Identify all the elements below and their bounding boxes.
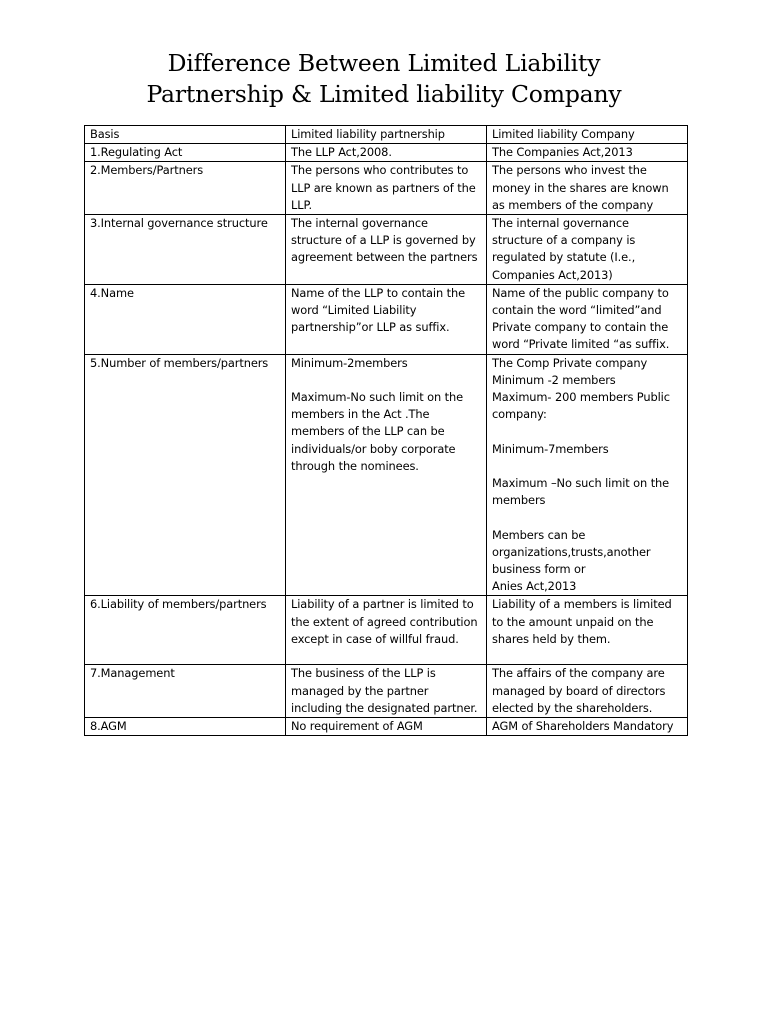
document-title — [0, 48, 768, 110]
table-row — [85, 596, 688, 665]
cell-company: The Comp Private company Minimum -2 members Maximum- 200 members Public company: Minimum-7members Maximum –No such limit on the members Members can be organizations,trusts,another business form or Anies Act,2013 — [487, 354, 688, 596]
cell-basis: 8.AGM — [85, 718, 286, 736]
cell-company: The affairs of the company are managed by board of directors elected by the shareholders. — [487, 665, 688, 718]
cell-llp: The internal governance structure of a LLP is governed by agreement between the partners — [286, 215, 487, 285]
cell-basis: 7.Management — [85, 665, 286, 718]
cell-basis: 3.Internal governance structure — [85, 215, 286, 285]
header-basis: Basis — [85, 126, 286, 144]
title-line-2: Partnership & Limited liability Company — [146, 80, 622, 108]
cell-basis: 5.Number of members/partners — [85, 354, 286, 596]
cell-company: The internal governance structure of a company is regulated by statute (I.e., Companies Act,2013) — [487, 215, 688, 285]
cell-company: The Companies Act,2013 — [487, 144, 688, 162]
title-line-1: Difference Between Limited Liability — [167, 49, 601, 77]
comparison-table — [84, 125, 688, 736]
table-header-row — [85, 126, 688, 144]
cell-company: Name of the public company to contain the word “limited”and Private company to contain the word “Private limited “as suffix. — [487, 284, 688, 354]
cell-basis: 6.Liability of members/partners — [85, 596, 286, 665]
table-row — [85, 144, 688, 162]
table-row — [85, 718, 688, 736]
cell-basis: 2.Members/Partners — [85, 162, 286, 215]
cell-company: The persons who invest the money in the shares are known as members of the company — [487, 162, 688, 215]
cell-llp: No requirement of AGM — [286, 718, 487, 736]
header-llp: Limited liability partnership — [286, 126, 487, 144]
cell-llp: Name of the LLP to contain the word “Limited Liability partnership”or LLP as suffix. — [286, 284, 487, 354]
table-row — [85, 162, 688, 215]
cell-llp: Minimum-2members Maximum-No such limit on the members in the Act .The members of the LLP can be individuals/or boby corporate through the nominees. — [286, 354, 487, 596]
cell-llp: Liability of a partner is limited to the extent of agreed contribution except in case of willful fraud. — [286, 596, 487, 665]
table-row — [85, 354, 688, 596]
cell-llp: The business of the LLP is managed by the partner including the designated partner. — [286, 665, 487, 718]
table-row — [85, 215, 688, 285]
cell-basis: 1.Regulating Act — [85, 144, 286, 162]
cell-company: AGM of Shareholders Mandatory — [487, 718, 688, 736]
table-row — [85, 665, 688, 718]
cell-company: Liability of a members is limited to the amount unpaid on the shares held by them. — [487, 596, 688, 665]
cell-basis: 4.Name — [85, 284, 286, 354]
table-row — [85, 284, 688, 354]
cell-llp: The LLP Act,2008. — [286, 144, 487, 162]
cell-llp: The persons who contributes to LLP are known as partners of the LLP. — [286, 162, 487, 215]
header-company: Limited liability Company — [487, 126, 688, 144]
